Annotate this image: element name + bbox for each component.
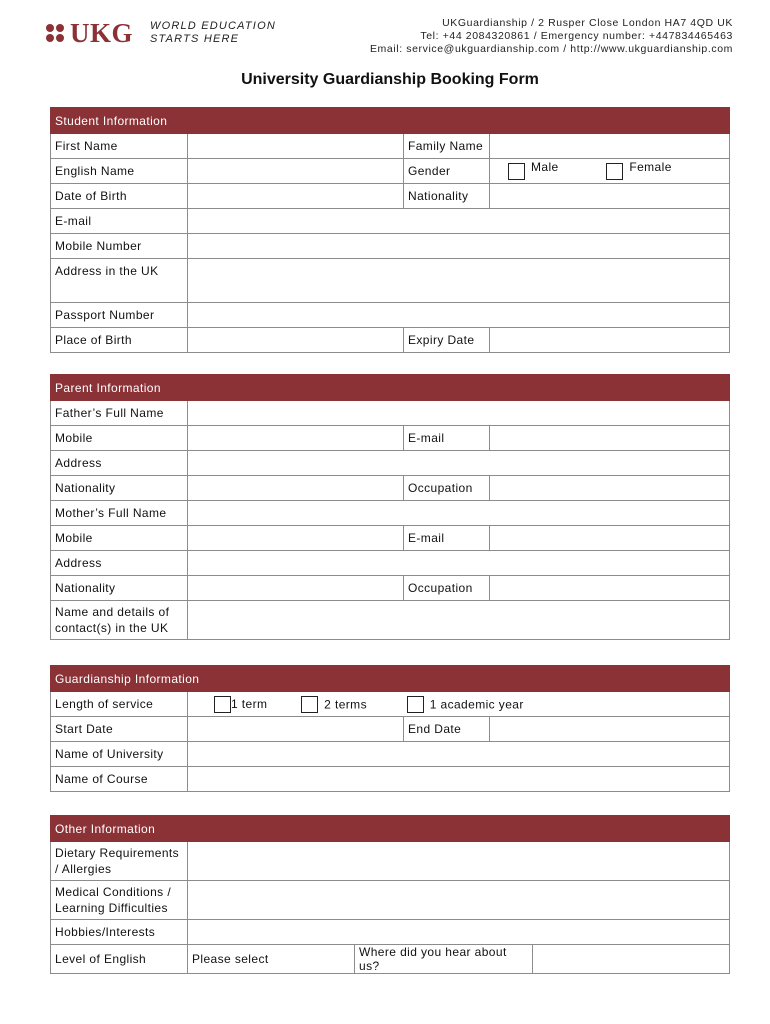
label-dietary: Dietary Requirements / Allergies — [51, 842, 188, 881]
father-address-field[interactable] — [188, 451, 730, 476]
label-address: Address in the UK — [51, 259, 188, 303]
label-place-of-birth: Place of Birth — [51, 328, 188, 353]
label-father-nationality: Nationality — [51, 476, 188, 501]
logo-dots-icon — [46, 24, 68, 44]
label-email: E-mail — [51, 209, 188, 234]
end-date-field[interactable] — [490, 717, 730, 742]
male-checkbox[interactable] — [508, 163, 525, 180]
two-terms-label: 2 terms — [324, 697, 367, 711]
label-english-level: Level of English — [51, 945, 188, 974]
label-university: Name of University — [51, 742, 188, 767]
section-heading: Other Information — [51, 816, 730, 842]
section-heading: Parent Information — [51, 375, 730, 401]
one-term-checkbox[interactable] — [214, 696, 231, 713]
email-field[interactable] — [188, 209, 730, 234]
mother-nationality-field[interactable] — [188, 576, 404, 601]
academic-year-label: 1 academic year — [429, 697, 524, 711]
male-label: Male — [531, 160, 559, 174]
dietary-field[interactable] — [188, 842, 730, 881]
label-nationality: Nationality — [404, 184, 490, 209]
section-heading: Guardianship Information — [51, 666, 730, 692]
section-heading: Student Information — [51, 108, 730, 134]
label-end-date: End Date — [404, 717, 490, 742]
mother-mobile-field[interactable] — [188, 526, 404, 551]
course-field[interactable] — [188, 767, 730, 792]
english-name-field[interactable] — [188, 159, 404, 184]
page-title: University Guardianship Booking Form — [241, 71, 539, 88]
student-section — [50, 107, 730, 353]
label-father-address: Address — [51, 451, 188, 476]
label-mother-nationality: Nationality — [51, 576, 188, 601]
expiry-field[interactable] — [490, 328, 730, 353]
dob-field[interactable] — [188, 184, 404, 209]
academic-year-checkbox[interactable] — [407, 696, 424, 713]
father-occupation-field[interactable] — [490, 476, 730, 501]
passport-field[interactable] — [188, 303, 730, 328]
mother-name-field[interactable] — [188, 501, 730, 526]
label-mother-email: E-mail — [404, 526, 490, 551]
other-section — [50, 815, 730, 974]
label-father-name: Father’s Full Name — [51, 401, 188, 426]
label-english-name: English Name — [51, 159, 188, 184]
uk-contacts-field[interactable] — [188, 601, 730, 640]
length-options — [188, 692, 730, 717]
nationality-field[interactable] — [490, 184, 730, 209]
label-father-email: E-mail — [404, 426, 490, 451]
mobile-field[interactable] — [188, 234, 730, 259]
label-length-of-service: Length of service — [51, 692, 188, 717]
label-mother-occupation: Occupation — [404, 576, 490, 601]
father-email-field[interactable] — [490, 426, 730, 451]
mother-email-field[interactable] — [490, 526, 730, 551]
family-name-field[interactable] — [490, 134, 730, 159]
hobbies-field[interactable] — [188, 920, 730, 945]
mother-address-field[interactable] — [188, 551, 730, 576]
label-hobbies: Hobbies/Interests — [51, 920, 188, 945]
label-mother-address: Address — [51, 551, 188, 576]
one-term-label: 1 term — [231, 697, 268, 711]
label-first-name: First Name — [51, 134, 188, 159]
hear-about-field[interactable] — [533, 945, 730, 974]
guardianship-section — [50, 665, 730, 792]
label-uk-contacts: Name and details of contact(s) in the UK — [51, 601, 188, 640]
start-date-field[interactable] — [188, 717, 404, 742]
father-name-field[interactable] — [188, 401, 730, 426]
first-name-field[interactable] — [188, 134, 404, 159]
tagline: WORLD EDUCATION STARTS HERE — [150, 20, 276, 45]
address-field[interactable] — [188, 259, 730, 303]
label-mother-mobile: Mobile — [51, 526, 188, 551]
label-mother-name: Mother’s Full Name — [51, 501, 188, 526]
label-father-mobile: Mobile — [51, 426, 188, 451]
mother-occupation-field[interactable] — [490, 576, 730, 601]
label-mobile: Mobile Number — [51, 234, 188, 259]
label-start-date: Start Date — [51, 717, 188, 742]
label-hear-about: Where did you hear about us? — [355, 945, 533, 974]
logo: UKG — [70, 18, 134, 48]
place-of-birth-field[interactable] — [188, 328, 404, 353]
female-checkbox[interactable] — [606, 163, 623, 180]
label-passport: Passport Number — [51, 303, 188, 328]
label-course: Name of Course — [51, 767, 188, 792]
female-label: Female — [629, 160, 672, 174]
label-gender: Gender — [404, 159, 490, 184]
label-medical: Medical Conditions / Learning Difficulties — [51, 881, 188, 920]
parent-section — [50, 374, 730, 640]
gender-options — [490, 159, 730, 184]
father-nationality-field[interactable] — [188, 476, 404, 501]
label-dob: Date of Birth — [51, 184, 188, 209]
label-expiry: Expiry Date — [404, 328, 490, 353]
label-family-name: Family Name — [404, 134, 490, 159]
university-field[interactable] — [188, 742, 730, 767]
english-level-select[interactable]: Please select — [188, 945, 355, 974]
two-terms-checkbox[interactable] — [301, 696, 318, 713]
medical-field[interactable] — [188, 881, 730, 920]
label-father-occupation: Occupation — [404, 476, 490, 501]
contact-info: UKGuardianship / 2 Rusper Close London HA7 4QD UK Tel: +44 2084320861 / Emergency number: +447834465463 Email: service@ukguardianship.com / http://www.ukguardianship.com — [369, 17, 733, 55]
father-mobile-field[interactable] — [188, 426, 404, 451]
